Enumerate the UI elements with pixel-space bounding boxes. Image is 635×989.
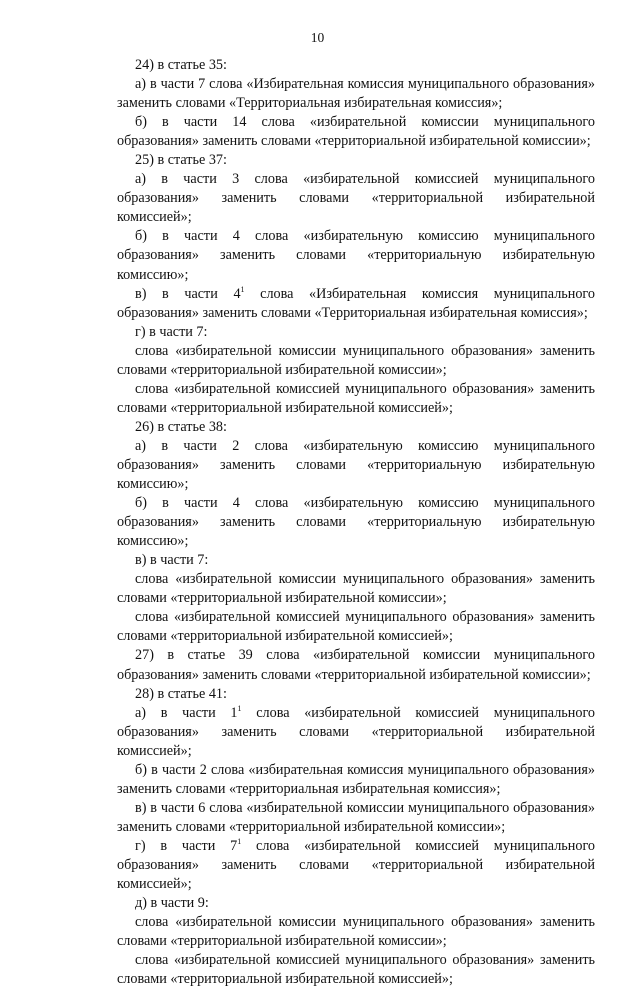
paragraph: г) в части 7: (135, 323, 208, 340)
paragraph: б) в части 2 слова «избирательная комиссия муниципального образования» заменить словами «территориальная избирательная комиссия»; (117, 761, 595, 797)
paragraph: 26) в статье 38: (135, 418, 227, 435)
paragraph: 24) в статье 35: (135, 57, 227, 73)
paragraph: 25) в статье 37: (135, 152, 227, 169)
superscript: 1 (237, 836, 242, 846)
paragraph: а) в части $1^1$ слова «избирательной комиссией муниципального образования» заменить словами «территориальной избирательной комиссией»; (117, 703, 595, 759)
paragraph: а) в части 2 слова «избирательную комиссию муниципального образования» заменить словами «территориальную избирательную комиссию»; (117, 437, 595, 493)
paragraph: б) в части 4 слова «избирательную комиссию муниципального образования» заменить словами «территориальную избирательную комиссию»; (117, 495, 595, 550)
paragraph: слова «избирательной комиссией муниципального образования» заменить словами «территориальной избирательной комиссией»; (117, 952, 595, 988)
document-body (117, 56, 595, 989)
paragraph: слова «избирательной комиссии муниципального образования» заменить словами «территориальной избирательной комиссии»; (117, 342, 595, 378)
paragraph: слова «избирательной комиссии муниципального образования» заменить словами «территориальной избирательной комиссии»; (117, 914, 595, 950)
paragraph: слова «избирательной комиссией муниципального образования» заменить словами «территориальной избирательной комиссией»; (117, 609, 595, 645)
superscript: 1 (240, 284, 245, 294)
paragraph: в) в части 7: (135, 552, 209, 569)
paragraph: д) в части 9: (135, 895, 209, 912)
paragraph: б) в части 14 слова «избирательной комиссии муниципального образования» заменить словами «территориальной избирательной комиссии»; (117, 114, 595, 150)
paragraph: слова «избирательной комиссией муниципального образования» заменить словами «территориальной избирательной комиссией»; (117, 380, 595, 416)
paragraph: 27) в статье 39 слова «избирательной комиссии муниципального образования» заменить словами «территориальной избирательной комиссии»; (117, 647, 595, 683)
paragraph: а) в части 7 слова «Избирательная комиссия муниципального образования» заменить словами «Территориальная избирательная комиссия»; (117, 76, 595, 112)
paragraph: а) в части 3 слова «избирательной комиссией муниципального образования» заменить словами «территориальной избирательной комиссией»; (117, 171, 595, 226)
paragraph: в) в части 6 слова «избирательной комиссии муниципального образования» заменить словами «территориальной избирательной комиссии»; (117, 799, 595, 835)
superscript: 1 (237, 703, 242, 713)
paragraph: 28) в статье 41: (135, 685, 227, 702)
paragraph: в) в части $4^1$ слова «Избирательная комиссия муниципального образования» заменить словами «Территориальная избирательная комиссия»; (117, 284, 595, 321)
paragraph: слова «избирательной комиссии муниципального образования» заменить словами «территориальной избирательной комиссии»; (117, 571, 595, 607)
page-number: 10 (310, 30, 325, 45)
paragraph: г) в части $7^1$ слова «избирательной комиссией муниципального образования» заменить словами «территориальной избирательной комиссией»; (117, 836, 596, 893)
paragraph: б) в части 4 слова «избирательную комиссию муниципального образования» заменить словами «территориальную избирательную комиссию»; (117, 228, 595, 283)
